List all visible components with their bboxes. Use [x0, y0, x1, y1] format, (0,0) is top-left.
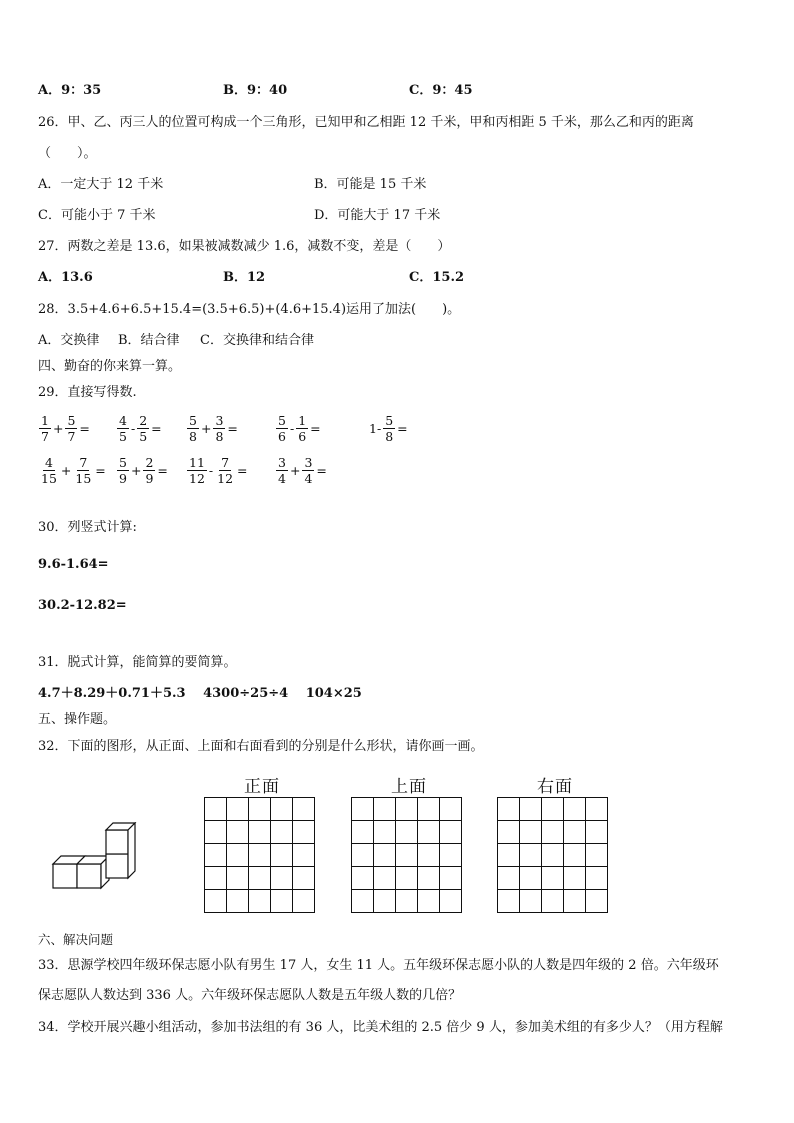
- grid-title-front: 正面: [244, 777, 280, 797]
- section-6-heading: 六、解决问题: [38, 932, 114, 947]
- q26-text-line2: （ ）。: [38, 146, 97, 161]
- fraction: $\frac{4}{15}$: [41, 454, 57, 486]
- fraction: $\frac{7}{15}$: [75, 454, 92, 486]
- q25-option-c: C．9：45: [409, 83, 473, 98]
- q29-expr: $\frac{3}{4}$ + $\frac{3}{4}$ =: [278, 454, 327, 486]
- fraction: $\frac{5}{8}$: [385, 412, 394, 444]
- q34-text: 34．学校开展兴趣小组活动，参加书法组的有 36 人，比美术组的 2.5 倍少 9 人，参加美术组的有多少人？（用方程解: [38, 1020, 723, 1035]
- q25-option-b: B．9：40: [223, 83, 288, 98]
- q29-expr: $\frac{5}{9}$ + $\frac{2}{9}$ =: [119, 454, 168, 486]
- q29-expr: 1- $\frac{5}{8}$ =: [369, 412, 408, 444]
- grid-front[interactable]: [204, 797, 315, 913]
- q29-expr: $\frac{11}{12}$ - $\frac{7}{12}$ =: [189, 454, 248, 486]
- fraction: $\frac{3}{4}$: [278, 454, 286, 486]
- q28-option-c: C．交换律和结合律: [200, 333, 314, 348]
- q29-expr: $\frac{5}{6}$ - $\frac{1}{6}$ =: [278, 412, 321, 444]
- q29-title: 29．直接写得数.: [38, 385, 137, 400]
- fraction: $\frac{4}{5}$: [119, 412, 127, 444]
- fraction: $\frac{3}{4}$: [304, 454, 313, 486]
- q26-option-b: B．可能是 15 千米: [314, 177, 427, 192]
- grid-title-right: 右面: [537, 777, 573, 797]
- q27-text: 27．两数之差是 13.6，如果被减数减少 1.6，减数不变，差是（ ）: [38, 239, 451, 254]
- q30-title: 30．列竖式计算:: [38, 520, 137, 535]
- grid-title-top: 上面: [391, 777, 427, 797]
- fraction: $\frac{1}{7}$: [41, 412, 49, 444]
- section-4-heading: 四、勤奋的你来算一算。: [38, 359, 182, 374]
- q27-option-a: A．13.6: [38, 270, 93, 285]
- q29-expr: $\frac{4}{5}$ - $\frac{2}{5}$ =: [119, 412, 162, 444]
- fraction: $\frac{5}{9}$: [119, 454, 127, 486]
- q28-option-a: A．交换律: [38, 333, 100, 348]
- grid-right[interactable]: [497, 797, 608, 913]
- q29-expr: $\frac{5}{8}$ + $\frac{3}{8}$ =: [189, 412, 238, 444]
- q30-item-1: 9.6-1.64=: [38, 557, 109, 572]
- fraction: $\frac{3}{8}$: [215, 412, 224, 444]
- q26-text-line1: 26．甲、乙、丙三人的位置可构成一个三角形，已知甲和乙相距 12 千米，甲和丙相距 5 千米，那么乙和丙的距离: [38, 115, 694, 130]
- fraction: $\frac{5}{6}$: [278, 412, 286, 444]
- q31-items: 4.7＋8.29＋0.71＋5.3 4300÷25÷4 104×25: [38, 686, 362, 701]
- q26-option-d: D．可能大于 17 千米: [314, 208, 441, 223]
- q28-text: 28．3.5+4.6+6.5+15.4=(3.5+6.5)+(4.6+15.4)运用了加法( )。: [38, 302, 461, 317]
- q27-option-b: B．12: [223, 270, 266, 285]
- q29-expr: $\frac{1}{7}$ + $\frac{5}{7}$ =: [41, 412, 90, 444]
- section-5-heading: 五、操作题。: [38, 712, 117, 727]
- q33-text-line2: 保志愿队人数达到 336 人。六年级环保志愿队人数是五年级人数的几倍？: [38, 988, 462, 1003]
- q29-expr: $\frac{4}{15}$ + $\frac{7}{15}$ =: [41, 454, 106, 486]
- q30-item-2: 30.2-12.82=: [38, 598, 127, 613]
- q32-text: 32．下面的图形，从正面、上面和右面看到的分别是什么形状，请你画一画。: [38, 739, 484, 754]
- grid-top[interactable]: [351, 797, 462, 913]
- fraction: $\frac{1}{6}$: [298, 412, 307, 444]
- q28-option-b: B．结合律: [118, 333, 180, 348]
- q26-option-a: A．一定大于 12 千米: [38, 177, 164, 192]
- fraction: $\frac{5}{8}$: [189, 412, 197, 444]
- q25-option-a: A．9：35: [38, 83, 102, 98]
- fraction: $\frac{11}{12}$: [189, 454, 205, 486]
- q27-option-c: C．15.2: [409, 270, 465, 285]
- fraction: $\frac{7}{12}$: [217, 454, 234, 486]
- q31-title: 31．脱式计算，能简算的要简算。: [38, 655, 237, 670]
- q29-row-2: [38, 452, 458, 488]
- fraction: $\frac{2}{5}$: [139, 412, 148, 444]
- fraction: $\frac{2}{9}$: [145, 454, 154, 486]
- q26-option-c: C．可能小于 7 千米: [38, 208, 156, 223]
- q33-text-line1: 33．思源学校四年级环保志愿小队有男生 17 人，女生 11 人。五年级环保志愿小队的人数是四年级的 2 倍。六年级环: [38, 958, 719, 973]
- q29-row-1: [38, 410, 458, 446]
- fraction: $\frac{5}{7}$: [67, 412, 76, 444]
- cube-figure: [50, 822, 140, 892]
